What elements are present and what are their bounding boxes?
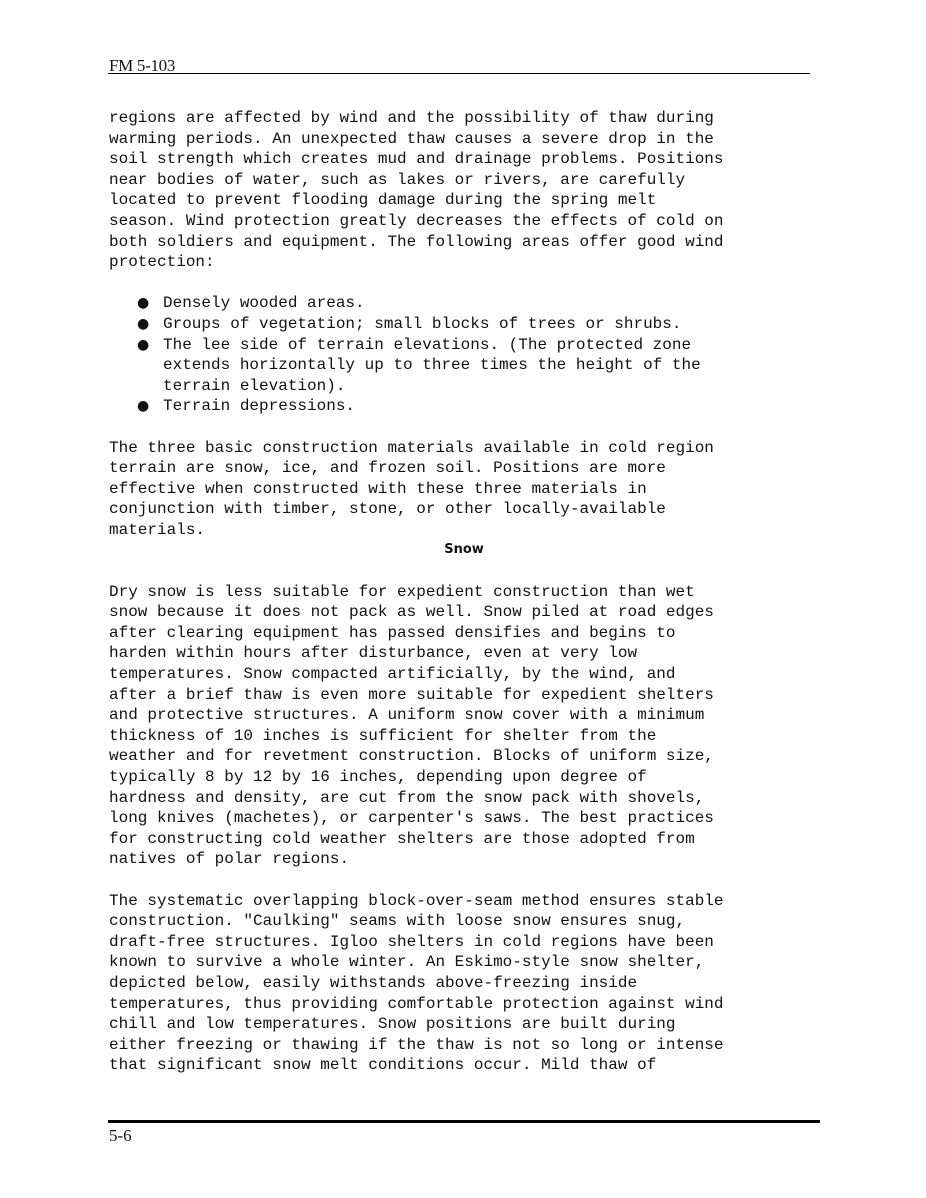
bullet-icon: ●	[137, 295, 150, 312]
paragraph-snow: Dry snow is less suitable for expedient construction than wet snow because it does not pack as well. Snow piled at road edges after clearing equipment has passed densifies and begins to harden within hours after disturbance, even at very low temperatures. Snow compacted artificially, by the wind, and after a brief thaw is even more suitable for expedient shelters and protective structures. A uniform snow cover with a minimum thickness of 10 inches is sufficient for shelter from the weather and for revetment construction. Blocks of uniform size, typically 8 by 12 by 16 inches, depending upon degree of hardness and density, are cut from the snow pack with shovels, long knives (machetes), or carpenter's saws. The best practices for constructing cold weather shelters are those adopted from natives of polar regions.	[109, 582, 714, 869]
list-item-text: Densely wooded areas.	[163, 294, 365, 313]
bullet-icon: ●	[137, 398, 150, 415]
section-heading-snow: Snow	[444, 542, 484, 558]
page-number: 5-6	[109, 1126, 132, 1145]
bullet-icon: ●	[137, 315, 150, 332]
list-item	[109, 314, 819, 335]
paragraph-wind: regions are affected by wind and the possibility of thaw during warming periods. An unexpected thaw causes a severe drop in the soil strength which creates mud and drainage problems. Positions near bodies of water, such as lakes or rivers, are carefully located to prevent flooding damage during the spring melt season. Wind protection greatly decreases the effects of cold on both soldiers and equipment. The following areas offer good wind protection:	[109, 109, 724, 272]
list-item	[109, 335, 819, 397]
header-rule	[108, 73, 810, 74]
spacer	[109, 870, 819, 891]
bullet-icon: ●	[137, 336, 150, 353]
paragraph-construction: The systematic overlapping block-over-seam method ensures stable construction. "Caulking" seams with loose snow ensures snug, draft-free structures. Igloo shelters in cold regions have been known to survive a whole winter. An Eskimo-style snow shelter, depicted below, easily withstands above-freezing inside temperatures, thus providing comfortable protection against wind chill and low temperatures. Snow positions are built during either freezing or thawing if the thaw is not so long or intense that significant snow melt conditions occur. Mild thaw of	[109, 891, 724, 1075]
spacer	[109, 273, 819, 294]
running-header: FM 5-103	[109, 56, 176, 75]
spacer	[109, 417, 819, 438]
wind-protection-list	[109, 293, 819, 417]
list-item	[109, 396, 819, 417]
list-item	[109, 293, 819, 314]
list-item-text: Terrain depressions.	[163, 397, 356, 416]
body-text	[109, 108, 819, 1076]
footer-rule	[108, 1120, 820, 1123]
paragraph-materials: The three basic construction materials available in cold region terrain are snow, ice, and frozen soil. Positions are more effective when constructed with these three materials in conjunction with timber, stone, or other locally-available materials.	[109, 438, 714, 539]
list-item-text: The lee side of terrain elevations. (The protected zone extends horizontally up to three times the height of the terrain elevation).	[163, 335, 701, 395]
spacer	[109, 561, 819, 582]
list-item-text: Groups of vegetation; small blocks of trees or shrubs.	[163, 314, 682, 333]
